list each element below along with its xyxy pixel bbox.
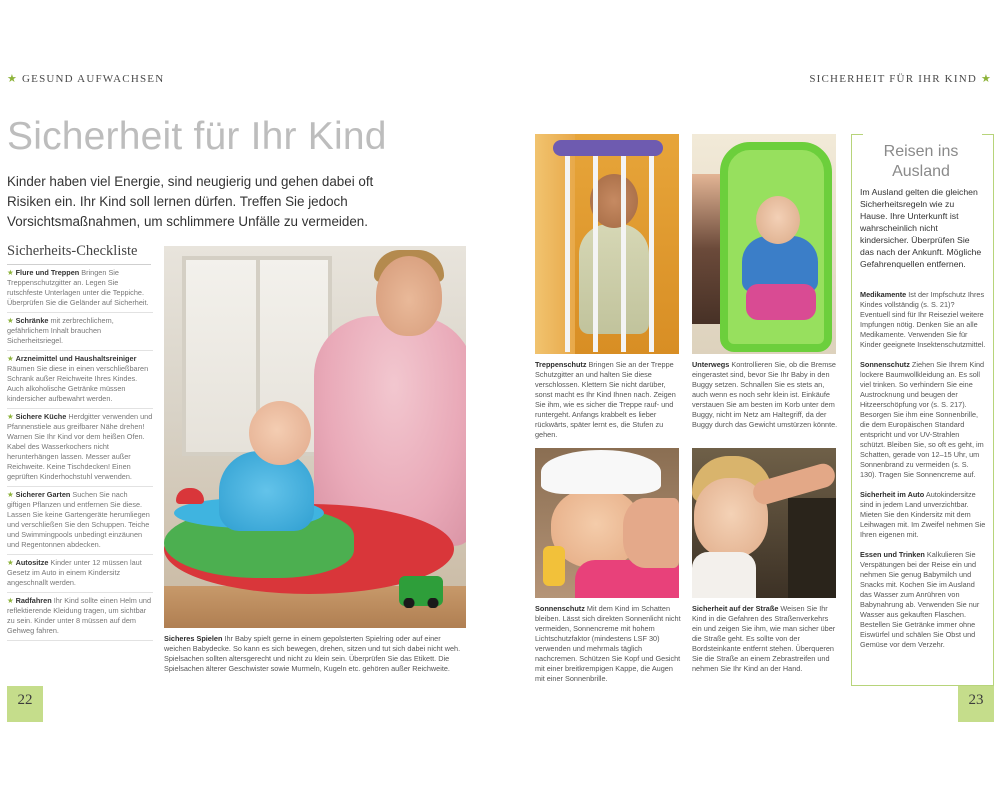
- sidebar-intro: Im Ausland gelten die gleichen Sicherheitsregeln wie zu Hause. Ihre Unterkunft ist wahrscheinlich nicht kindersicher. Überprüfen Sie das nach der Ankunft. Mögliche Gefahrenquellen entfernen.: [860, 187, 982, 269]
- checklist-item-text: Räumen Sie diese in einen verschließbaren Schrank außer Reichweite Ihres Kindes. Auch alkoholische Getränke müssen kindersicher aufbewahrt werden.: [7, 364, 149, 403]
- caption-safe-play: [164, 634, 469, 674]
- photo-gate-top: [553, 140, 663, 156]
- checklist-item-text: mit zerbrechlichem, gefährlichem Inhalt brauchen Sicherheitsriegel.: [7, 316, 114, 345]
- photo-sunscreen-child: [535, 448, 679, 598]
- sidebar-item-label: Essen und Trinken: [860, 550, 925, 559]
- checklist-item: [7, 316, 153, 351]
- page-title: Sicherheit für Ihr Kind: [7, 115, 387, 158]
- sidebar-item-text: Ziehen Sie Ihrem Kind lockere Baumwollkleidung an. Es soll viel trinken. So verhindern Sie eine Austrocknung und beugen der Hitzeerschöpfung vor (s. S. 217). Besorgen Sie ihm eine Sonnenbrille, die dem Europäischen Standard entspricht und vor UV-Strahlen schützt. Bleiben Sie, so oft es geht, im Schatten, gerade von 12–15 Uhr, um Sonnenbrand zu vermeiden (s. S. 130). Tragen Sie Sonnencreme auf.: [860, 360, 985, 479]
- page-number-left: 22: [7, 686, 43, 722]
- star-icon: ★: [7, 316, 14, 325]
- photo-man-head: [376, 256, 442, 336]
- photo-sunscreen-bottle: [543, 546, 565, 586]
- photo-background: [788, 498, 836, 598]
- photo-toy-car: [399, 576, 443, 606]
- caption-label: Treppenschutz: [535, 360, 587, 369]
- sidebar-list: [860, 290, 986, 660]
- caption-text: Mit dem Kind im Schatten bleiben. Lässt sich direkten Sonnenlicht nicht vermeiden, Sonnencreme mit hohem Lichtschutzfaktor (mindestens LSF 30) verwenden und mehrmals täglich nachcremen. Schützen Sie Kopf und Gesicht mit einer breitkrempigen Kappe, die Augen mit einer Sonnenbrille.: [535, 604, 681, 683]
- sidebar-item-text: Ist der Impfschutz Ihres Kindes vollständig (s. S. 21)? Eventuell sind für Ihr Reiseziel weitere Impfungen nötig. Denken Sie an alle Medikamente. Verwenden Sie für Kinder geeignete Insektenschutzmittel.: [860, 290, 986, 349]
- star-icon: ★: [7, 558, 14, 567]
- checklist-title: Sicherheits-Checkliste: [7, 243, 151, 265]
- sidebar-border: [993, 134, 994, 686]
- section-label-right: SICHERHEIT FÜR IHR KIND: [809, 73, 977, 85]
- photo-father-baby-playring: [164, 246, 466, 628]
- caption-stair-gate: [535, 360, 681, 440]
- checklist-item-text: Herdgitter verwenden und Pfannenstiele aus greifbarer Nähe drehen! Warnen Sie Ihr Kind vor dem heißen Ofen. Kabel des Wasserkochers nicht herunterhängen lassen. Messer außer Reichweite. Keine Tischdecken! Einen geprüften Kinderhochstuhl verwenden.: [7, 412, 153, 481]
- running-head-left: [7, 72, 164, 85]
- star-icon: ★: [7, 268, 14, 277]
- checklist-item-text: Suchen Sie nach giftigen Pflanzen und entfernen Sie diese. Lassen Sie keine Gartengeräte herumliegen und verschließen Sie den Schuppen. Teiche und Swimmingpools unbedingt einzäunen und Regentonnen abdecken.: [7, 490, 150, 549]
- caption-street-safety: [692, 604, 838, 674]
- caption-label: Sonnenschutz: [535, 604, 585, 613]
- photo-gate-bar: [565, 152, 570, 352]
- star-icon: ★: [7, 490, 14, 499]
- checklist-item-label: Sichere Küche: [15, 412, 67, 421]
- sidebar-item-label: Sicherheit im Auto: [860, 490, 925, 499]
- caption-label: Sicherheit auf der Straße: [692, 604, 779, 613]
- photo-baby-legs: [746, 284, 816, 320]
- checklist-item-label: Flure und Treppen: [15, 268, 80, 277]
- photo-sun-hat: [541, 450, 661, 494]
- caption-label: Unterwegs: [692, 360, 730, 369]
- checklist-item-label: Sicherer Garten: [15, 490, 71, 499]
- sidebar-item: [860, 290, 986, 350]
- section-label-left: GESUND AUFWACHSEN: [22, 73, 165, 85]
- caption-text: Weisen Sie Ihr Kind in die Gefahren des Straßenverkehrs ein und zeigen Sie ihm, wie man sicher über die Straße geht. Es sollte von der Bordsteinkante entfernt stehen. Überqueren Sie die Straße an einem Zebrastreifen und nehmen Sie Ihr Kind an der Hand.: [692, 604, 836, 673]
- checklist-item-label: Radfahren: [15, 596, 52, 605]
- photo-gate-bar: [593, 152, 598, 352]
- star-icon: ★: [7, 596, 14, 605]
- photo-baby: [579, 224, 649, 334]
- caption-label: Sicheres Spielen: [164, 634, 223, 643]
- checklist-item: [7, 412, 153, 487]
- photo-gate-bar: [649, 152, 654, 352]
- sidebar-item-text: Kalkulieren Sie Verspätungen bei der Reise ein und nehmen Sie genug Babymilch und Snacks mit. Kochen Sie im Ausland das Wasser zum Anrühren von Babynahrung ab. Verwenden Sie nur Wasser aus gekauften Flaschen. Bestellen Sie Getränke immer ohne Eiswürfel und schälen Sie Obst und Gemüse vor dem Verzehr.: [860, 550, 980, 649]
- page-number-right: 23: [958, 686, 994, 722]
- running-head-right: [809, 72, 992, 85]
- photo-child-body: [692, 552, 756, 598]
- checklist-item-text: Bringen Sie Treppenschutzgitter an. Legen Sie rutschfeste Unterlagen unter die Teppiche. Überprüfen Sie die Geländer auf Sicherheit.: [7, 268, 149, 307]
- checklist-item-text: Kinder unter 12 müssen laut Gesetz im Auto in einem Kindersitz angeschnallt werden.: [7, 558, 142, 587]
- photo-stair-gate: [535, 134, 679, 354]
- caption-text: Bringen Sie an der Treppe Schutzgitter an und halten Sie diese verschlossen. Klettern Sie nicht darüber, sonst macht es Ihr Kind Ihnen nach. Zeigen Sie ihm, wie es sicher die Treppe rauf- und runtergeht. Anfangs krabbelt es lieber rückwärts, später lernt es, die Stufen zu gehen.: [535, 360, 676, 439]
- checklist-item: [7, 268, 153, 313]
- photo-baby-head: [756, 196, 800, 244]
- checklist-item-text: Ihr Kind sollte einen Helm und reflektierende Kleidung tragen, um sichtbar zu sein. Kinder unter 8 müssen auf dem Gehweg fahren.: [7, 596, 152, 635]
- caption-on-the-go: [692, 360, 838, 430]
- star-icon: ★: [7, 412, 14, 421]
- sidebar-item: [860, 550, 986, 650]
- intro-paragraph: Kinder haben viel Energie, sind neugierig und gehen dabei oft Risiken ein. Ihr Kind soll lernen dürfen. Treffen Sie jedoch Vorsichtsmaßnahmen, um schlimmere Unfälle zu vermeiden.: [7, 174, 374, 229]
- star-icon: ★: [7, 354, 14, 363]
- checklist-item-label: Autositze: [15, 558, 49, 567]
- caption-text: Ihr Baby spielt gerne in einem gepolsterten Spielring oder auf einer weichen Babydecke. So kann es sich bewegen, drehen, sitzen und tut sich dabei nicht weh. Spielsachen sollten altersgerecht und nicht zu klein sein. Überprüfen Sie das Etikett. Die Spielsachen älterer Geschwister sowie Murmeln, Kugeln etc. gehören außer Reichweite.: [164, 634, 461, 673]
- photo-baby: [219, 451, 314, 531]
- photo-gate-bar: [621, 152, 626, 352]
- checklist-item: [7, 490, 153, 555]
- sidebar-item: [860, 490, 986, 540]
- star-icon: ★: [980, 73, 992, 85]
- sidebar-title: Reisen ins Ausland: [883, 143, 959, 180]
- photo-woman: [692, 174, 722, 324]
- sidebar-item-text: Autokindersitze sind in jedem Land unverzichtbar. Mieten Sie den Kindersitz mit dem Leihwagen mit. Im Zweifel nehmen Sie Ihren eigenen mit.: [860, 490, 986, 539]
- sidebar-item-label: Sonnenschutz: [860, 360, 910, 369]
- photo-toy-mushroom: [176, 488, 204, 504]
- checklist-item: [7, 558, 153, 593]
- checklist: [7, 268, 153, 644]
- checklist-item: [7, 354, 153, 409]
- checklist-item-label: Arzneimittel und Haushaltsreiniger: [15, 354, 137, 363]
- photo-baby-head: [249, 401, 311, 465]
- sidebar-item-label: Medikamente: [860, 290, 907, 299]
- star-icon: ★: [7, 73, 19, 85]
- checklist-item-label: Schränke: [15, 316, 49, 325]
- photo-baby-stroller: [692, 134, 836, 354]
- sidebar-item: [860, 360, 986, 480]
- caption-text: Kontrollieren Sie, ob die Bremse eingerastet sind, bevor Sie Ihr Baby in den Buggy setzen. Schnallen Sie es stets an, auch wenn es noch sehr klein ist. Einkäufe verstauen Sie am besten im Korb unter dem Buggy, nicht im Netz am Haltegriff, da der Buggy durch das Gewicht umstürzen könnte.: [692, 360, 838, 429]
- caption-sun-protection: [535, 604, 681, 684]
- checklist-item: [7, 596, 153, 641]
- photo-street-safety: [692, 448, 836, 598]
- photo-hand: [623, 498, 679, 568]
